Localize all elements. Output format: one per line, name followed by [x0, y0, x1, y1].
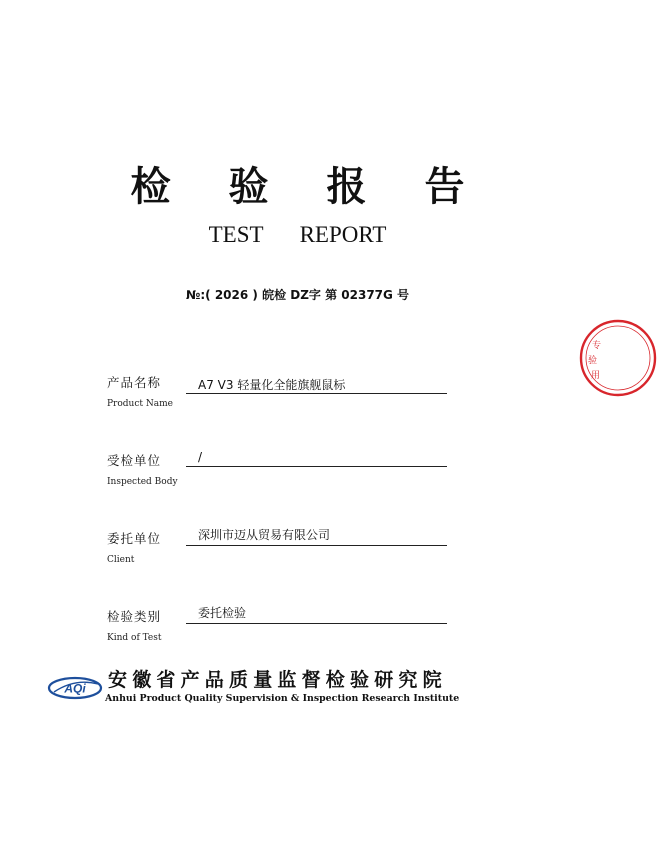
field-value: 深圳市迈从贸易有限公司 [186, 526, 447, 546]
institute-name-en: Anhui Product Quality Supervision & Inspection Research Institute [105, 693, 460, 704]
title-word: REPORT [299, 222, 387, 247]
institute-name-cn: 安徽省产品质量监督检验研究院 [108, 669, 447, 691]
title-word: TEST [208, 222, 264, 247]
field-client [107, 530, 447, 572]
title-char: 检 [130, 164, 171, 210]
svg-text:用: 用 [591, 371, 601, 381]
field-value: / [186, 448, 447, 467]
svg-text:验: 验 [588, 356, 598, 366]
field-label-en: Product Name [107, 399, 173, 409]
official-seal-icon [578, 318, 658, 398]
institute-footer [48, 668, 528, 708]
field-product-name [107, 374, 447, 416]
title-char: 验 [228, 164, 269, 210]
report-title-en [0, 221, 595, 249]
field-label-en: Inspected Body [107, 477, 178, 487]
title-char: 报 [326, 164, 367, 210]
field-label-en: Client [107, 555, 135, 565]
field-label-cn: 产品名称 [107, 375, 162, 390]
report-number: №:( 2026 ) 皖检 DZ字 第 02377G 号 [185, 288, 410, 302]
field-label-en: Kind of Test [107, 633, 162, 643]
field-value: 委托检验 [186, 604, 447, 624]
field-inspected-body [107, 452, 447, 494]
report-title-cn [0, 162, 595, 212]
aqi-logo-icon [48, 676, 102, 700]
field-label-cn: 检验类别 [107, 609, 162, 624]
field-value: A7 V3 轻量化全能旗舰鼠标 [186, 376, 447, 394]
field-kind-of-test [107, 608, 447, 650]
field-label-cn: 委托单位 [107, 531, 162, 546]
svg-text:专: 专 [592, 341, 602, 351]
svg-text:AQi: AQi [64, 681, 86, 696]
field-label-cn: 受检单位 [107, 453, 162, 468]
title-char: 告 [424, 164, 465, 210]
